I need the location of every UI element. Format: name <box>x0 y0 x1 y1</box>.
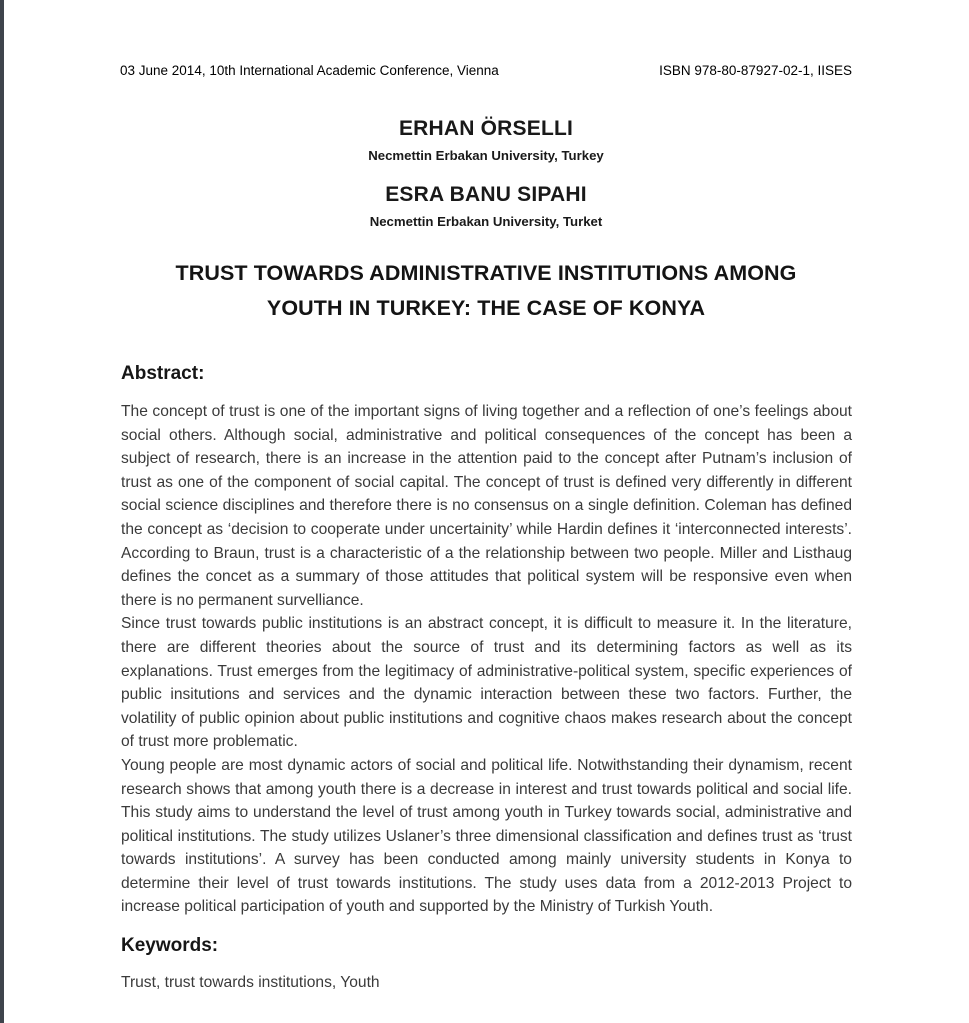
paper-title-line-1: TRUST TOWARDS ADMINISTRATIVE INSTITUTIONS AMONG <box>175 261 797 285</box>
author-name: ESRA BANU SIPAHI <box>385 183 587 206</box>
page-header <box>120 62 852 79</box>
author-affiliation: Necmettin Erbakan University, Turkey <box>368 148 604 163</box>
page-edge-bar <box>0 0 4 1023</box>
abstract-text <box>121 400 852 919</box>
abstract-paragraph-2: Since trust towards public institutions is an abstract concept, it is difficult to measure it. In the literature, there are different theories about the source of trust and its determining factors as well as its explanations. Trust emerges from the legitimacy of administrative-political system, specific experiences of public insitutions and services and the dynamic interaction between these two factors. Further, the volatility of public opinion about public institutions and cognitive chaos makes research about the concept of trust more problematic. <box>121 615 852 751</box>
abstract-heading: Abstract: <box>121 363 205 384</box>
abstract-paragraph-1: The concept of trust is one of the important signs of living together and a reflection of one’s feelings about social others. Although social, administrative and political consequences of the concept has been a subject of research, there is an increase in the attention paid to the concept after Putnam’s inclusion of trust as one of the component of social capital. The concept of trust is defined very differently in different social science disciplines and therefore there is no consensus on a single definition. Coleman has defined the concept as ‘decision to cooperate under uncertainity’ while Hardin defines it ‘interconnected interests’. According to Braun, trust is a characteristic of a the relationship between two people. Miller and Listhaug defines the concet as a summary of those attitudes that political system will be responsive even when there is no permanent survelliance. <box>121 403 852 609</box>
paper-body <box>121 361 852 995</box>
author-name: ERHAN ÖRSELLI <box>398 117 574 140</box>
conference-info-text: 03 June 2014, 10th International Academic Conference, Vienna <box>120 63 499 78</box>
author-affiliation: Necmettin Erbakan University, Turket <box>369 214 603 229</box>
authors-block <box>120 116 852 230</box>
paper-title <box>120 256 852 326</box>
author-entry <box>120 116 852 164</box>
keywords-heading: Keywords: <box>121 935 219 957</box>
author-entry <box>120 182 852 230</box>
keywords-text: Trust, trust towards institutions, Youth <box>121 974 380 992</box>
isbn-text: ISBN 978-80-87927-02-1, IISES <box>659 63 852 78</box>
paper-title-line-2: YOUTH IN TURKEY: THE CASE OF KONYA <box>266 296 706 320</box>
abstract-paragraph-3: Young people are most dynamic actors of social and political life. Notwithstanding their dynamism, recent research shows that among youth there is a decrease in interest and trust towards political and social life. This study aims to understand the level of trust among youth in Turkey towards social, administrative and political institutions. The study utilizes Uslaner’s three dimensional classification and defines trust as ‘trust towards institutions’. A survey has been conducted among mainly university students in Konya to determine their level of trust towards institutions. The study uses data from a 2012-2013 Project to increase political participation of youth and supported by the Ministry of Turkish Youth. <box>121 756 852 916</box>
